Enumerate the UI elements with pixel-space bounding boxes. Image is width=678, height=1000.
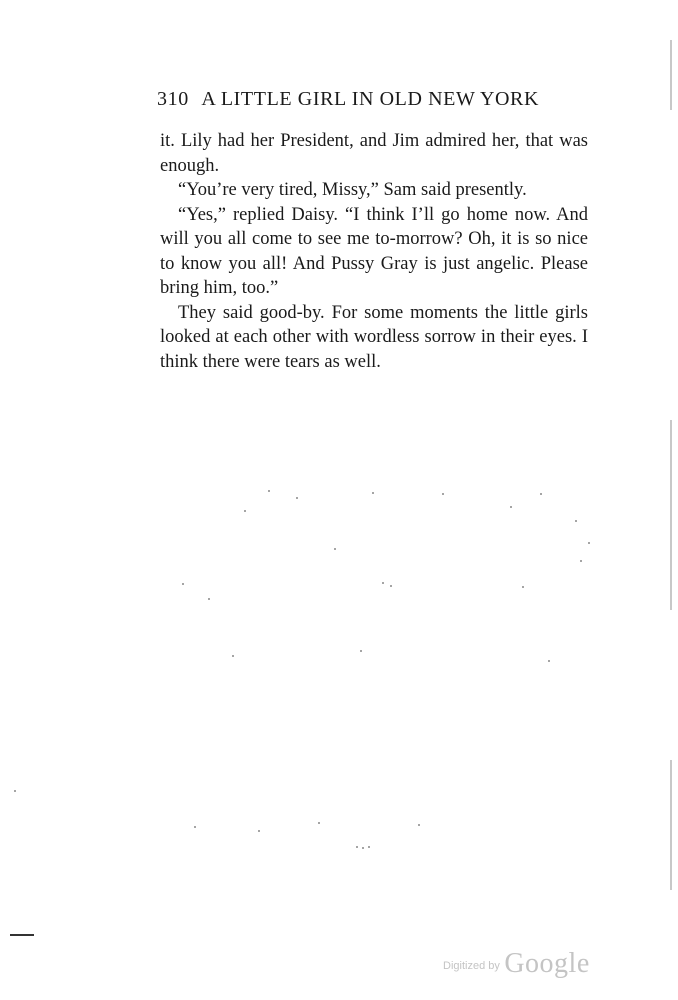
scan-speck (14, 790, 16, 792)
scan-speck (182, 583, 184, 585)
body-text (160, 129, 588, 374)
scan-speck (588, 542, 590, 544)
scan-speck (580, 560, 582, 562)
scan-speck (318, 822, 320, 824)
google-logo: Google (504, 948, 590, 979)
scan-speck (296, 497, 298, 499)
paragraph: They said good-by. For some moments the little girls looked at each other with wordless sorrow in their eyes. I think there were tears as well. (160, 302, 588, 372)
page-number: 310 (157, 88, 189, 110)
scan-speck (418, 824, 420, 826)
scan-speck (442, 493, 444, 495)
scan-speck (382, 582, 384, 584)
scan-speck (362, 847, 364, 849)
watermark-prefix: Digitized by (443, 960, 500, 972)
margin-mark (10, 934, 34, 936)
scan-edge-mark (670, 40, 672, 110)
paragraph: “Yes,” replied Daisy. “I think I’ll go home now. And will you all come to see me to-morrow? Oh, it is so nice to know you all! And Pussy Gray is just angelic. Please bring him, too.” (160, 204, 588, 298)
scan-speck (575, 520, 577, 522)
scan-speck (390, 585, 392, 587)
scan-speck (268, 490, 270, 492)
scan-speck (194, 826, 196, 828)
scan-speck (258, 830, 260, 832)
scan-speck (368, 846, 370, 848)
paragraph: it. Lily had her President, and Jim admired her, that was enough. (160, 131, 588, 176)
scan-speck (356, 846, 358, 848)
scan-speck (360, 650, 362, 652)
scan-edge-mark (670, 420, 672, 610)
scan-speck (540, 493, 542, 495)
digitized-by-watermark (443, 948, 590, 980)
scan-edge-mark (670, 760, 672, 890)
scan-speck (334, 548, 336, 550)
paragraph: “You’re very tired, Missy,” Sam said presently. (178, 180, 527, 200)
scan-speck (522, 586, 524, 588)
scan-speck (372, 492, 374, 494)
scan-speck (244, 510, 246, 512)
scan-speck (208, 598, 210, 600)
scan-speck (232, 655, 234, 657)
running-title: A LITTLE GIRL IN OLD NEW YORK (201, 88, 540, 110)
scan-speck (548, 660, 550, 662)
scan-speck (510, 506, 512, 508)
running-header (157, 88, 557, 111)
